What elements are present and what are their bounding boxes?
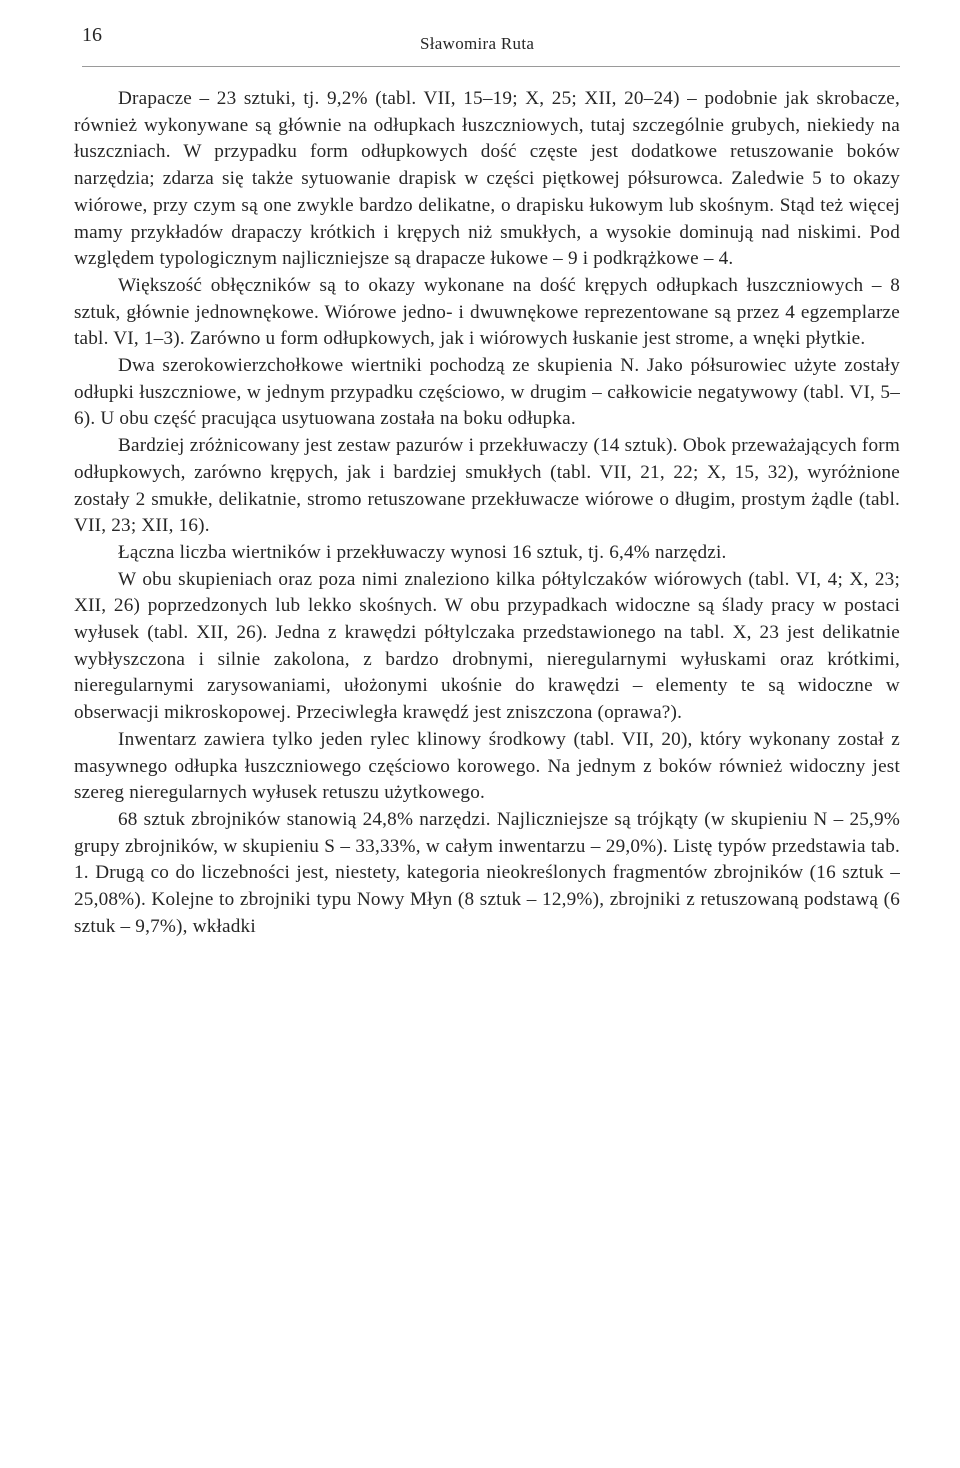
paragraph-laczna-liczba: Łączna liczba wiertników i przekłuwaczy wynosi 16 sztuk, tj. 6,4% narzędzi. xyxy=(118,541,727,563)
body-text xyxy=(74,86,900,941)
paragraph-poltylczaki: W obu skupieniach oraz poza nimi znaleziono kilka półtylczaków wiórowych (tabl. VI, 4; X, 23; XII, 26) poprzedzonych lub lekko skośnych. W obu przypadkach widoczne są ślady pracy w postaci wyłusek (tabl. XII, 26). Jedna z krawędzi półtylczaka przedstawionego na tabl. X, 23 jest delikatnie wybłyszczona i silnie zakolona, z bardzo drobnymi, nieregularnymi wyłuskami oraz krótkimi, nieregularnymi zarysowaniami, ułożonymi ukośnie do krawędzi – elementy te są widoczne w obserwacji mikroskopowej. Przeciwległa krawędź jest zniszczona (oprawa?). xyxy=(74,568,900,724)
paragraph-obleczniki: Większość obłęczników są to okazy wykonane na dość krępych odłupkach łuszczniowych – 8 sztuk, głównie jednownękowe. Wiórowe jedno- i dwuwnękowe reprezentowane są przez 4 egzemplarze tabl. VI, 1–3). Zarówno u form odłupkowych, jak i wiórowych łuskanie jest strome, a wnęki płytkie. xyxy=(74,274,900,350)
paragraph-przekluwacze: Bardziej zróżnicowany jest zestaw pazurów i przekłuwaczy (14 sztuk). Obok przeważających form odłupkowych, zarówno krępych, jak i bardziej smukłych (tabl. VII, 21, 22; X, 15, 32), wyróżnione zostały 2 smukłe, delikatnie, stromo retuszowane przekłuwacze wiórowe o długim, prostym żądle (tabl. VII, 23; XII, 16). xyxy=(74,435,900,537)
paragraph-drapacze: Drapacze – 23 sztuki, tj. 9,2% (tabl. VII, 15–19; X, 25; XII, 20–24) – podobnie jak skrobacze, również wykonywane są głównie na odłupkach łuszczniowych, tutaj szczególnie grubych, niekiedy na łuszczniach. W przypadku form odłupkowych dość częste jest dodatkowe retuszowanie boków narzędzia; zdarza się także sytuowanie drapisk w części piętkowej półsurowca. Zaledwie 5 to okazy wiórowe, przy czym są one zwykle bardzo delikatne, o drapisku łukowym lub skośnym. Stąd też więcej mamy przykładów drapaczy krótkich i krępych niż smukłych, a wysokie dominują nad niskimi. Pod względem typologicznym najliczniejsze są drapacze łukowe – 9 i podkrążkowe – 4. xyxy=(74,88,900,270)
running-head-author: Sławomira Ruta xyxy=(420,34,535,53)
paragraph-rylec: Inwentarz zawiera tylko jeden rylec klinowy środkowy (tabl. VII, 20), który wykonany został z masywnego odłupka łuszczniowego częściowo korowego. Na jednym z boków również widoczny jest szereg nieregularnych wyłusek retuszu użytkowego. xyxy=(74,728,900,804)
page-header xyxy=(82,22,900,67)
page-number: 16 xyxy=(82,24,102,46)
paragraph-zbrojniki: 68 sztuk zbrojników stanowią 24,8% narzędzi. Najliczniejsze są trójkąty (w skupieniu N – 25,9% grupy zbrojników, w skupieniu S – 33,33%, w całym inwentarzu – 29,0%). Listę typów przedstawia tab. 1. Drugą co do liczebności jest, niestety, kategoria nieokreślonych fragmentów zbrojników (16 sztuk – 25,08%). Kolejne to zbrojniki typu Nowy Młyn (8 sztuk – 12,9%), zbrojniki z retuszowaną podstawą (6 sztuk – 9,7%), wkładki xyxy=(74,808,900,937)
paragraph-wiertniki: Dwa szerokowierzchołkowe wiertniki pochodzą ze skupienia N. Jako półsurowiec użyte zostały odłupki łuszczniowe, w jednym przypadku częściowo, w drugim – całkowicie negatywowy (tabl. VI, 5–6). U obu część pracująca usytuowana została na boku odłupka. xyxy=(74,355,900,430)
